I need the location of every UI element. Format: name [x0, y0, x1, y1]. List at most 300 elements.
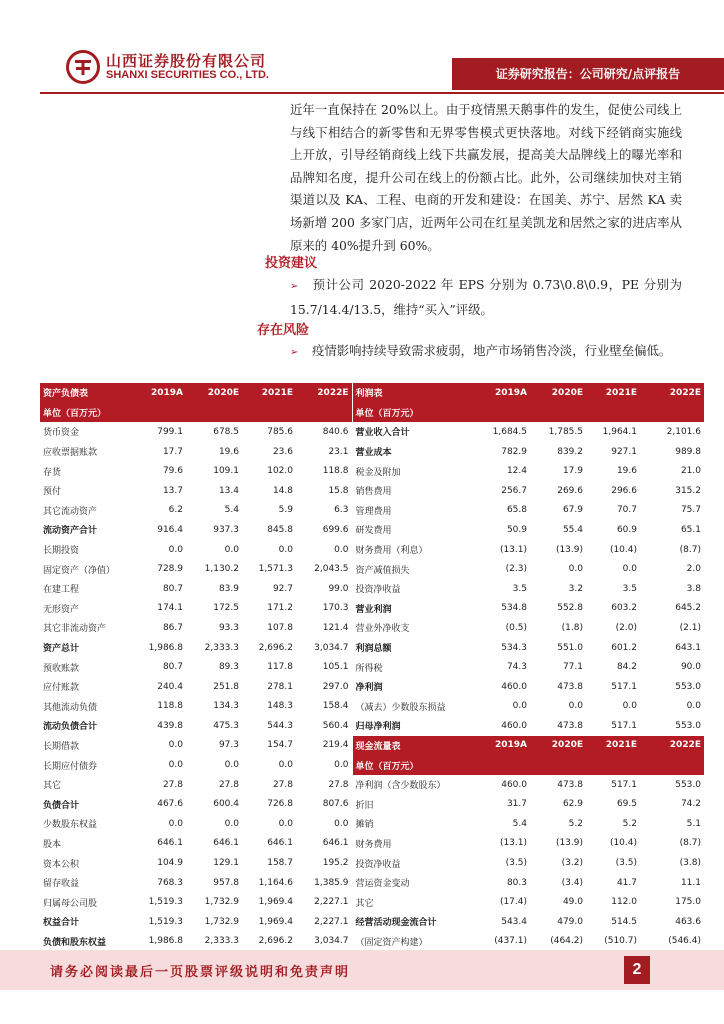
table-cell: 6.3 [334, 505, 349, 516]
table-cell: 219.4 [322, 740, 349, 751]
table-cell: 807.6 [322, 799, 349, 810]
table-row [40, 775, 704, 795]
row-label: 资产总计 [43, 644, 80, 655]
table-row [40, 853, 704, 873]
table-cell: 0.0 [334, 760, 349, 771]
table-row [40, 520, 704, 540]
table-cell: 55.4 [562, 524, 583, 535]
row-label: 其它非流动资产 [43, 624, 107, 635]
table-cell: 90.0 [680, 662, 701, 673]
table-cell: 603.2 [611, 603, 637, 614]
table-cell: 517.1 [611, 779, 637, 790]
table-row [40, 873, 704, 893]
table-cell: 699.6 [322, 524, 349, 535]
table-cell: 17.7 [162, 446, 183, 457]
table-cell: 0.0 [224, 818, 239, 829]
row-label: 财务费用 [352, 834, 470, 854]
table-cell: 534.8 [501, 603, 527, 614]
table-cell: 0.0 [168, 740, 183, 751]
table-cell: 475.3 [213, 720, 239, 731]
table-cell: 65.8 [506, 505, 527, 516]
table-row [40, 834, 704, 854]
table-cell: 0.0 [622, 564, 637, 575]
row-label: 负债合计 [43, 800, 80, 811]
table-cell: 11.1 [680, 877, 701, 888]
table-cell: (8.7) [679, 544, 701, 555]
table-cell: 315.2 [675, 485, 701, 496]
table-cell: 726.8 [267, 799, 293, 810]
row-label: 权益合计 [43, 918, 80, 929]
row-label: 资本公积 [43, 859, 80, 870]
year-header: 2022E [640, 383, 704, 403]
table-cell: 99.0 [328, 583, 349, 594]
table-cell: 121.4 [322, 622, 349, 633]
row-label: 利润总额 [352, 638, 470, 658]
table-cell: 646.1 [322, 838, 349, 849]
table-row [40, 912, 704, 932]
table-row [40, 559, 704, 579]
table-cell: 77.1 [562, 662, 583, 673]
year-header [586, 755, 640, 775]
table-cell: 0.0 [568, 564, 583, 575]
table-cell: 514.5 [611, 916, 637, 927]
table-cell: 13.4 [218, 485, 239, 496]
table-cell: 13.7 [162, 485, 183, 496]
table-cell: 80.3 [506, 877, 527, 888]
table-cell: 79.6 [162, 466, 183, 477]
year-header: 2022E [296, 383, 352, 403]
year-header [186, 403, 242, 423]
table-cell: 256.7 [501, 485, 527, 496]
year-header [140, 403, 186, 423]
table-row [40, 794, 704, 814]
table-cell: 86.7 [162, 622, 183, 633]
table-cell: 1,986.8 [148, 936, 183, 947]
row-label: 股本 [43, 839, 62, 850]
row-label: 少数股东权益 [43, 820, 98, 831]
table-cell: 728.9 [157, 564, 183, 575]
table-cell: 937.3 [213, 524, 239, 535]
table-cell: 158.7 [267, 858, 293, 869]
investment-heading: 投资建议 [265, 256, 318, 271]
table-cell: 957.8 [213, 877, 239, 888]
table-cell: (3.5) [505, 858, 527, 869]
table-cell: 6.2 [168, 505, 183, 516]
table-cell: 67.9 [562, 505, 583, 516]
row-label: 固定资产（净值） [43, 565, 116, 576]
row-label: 预收账款 [43, 663, 80, 674]
table-cell: 0.0 [568, 701, 583, 712]
row-label: 税金及附加 [352, 461, 470, 481]
table-cell: 839.2 [557, 446, 583, 457]
table-cell: 601.2 [611, 642, 637, 653]
risk-bullet-text: 疫情影响持续导致需求疲弱，地产市场销售冷淡，行业壁垒偏低。 [312, 343, 672, 358]
table-cell: 97.3 [218, 740, 239, 751]
table-cell: 553.0 [675, 720, 701, 731]
table-cell: 916.4 [157, 524, 183, 535]
table-cell: 5.2 [622, 818, 637, 829]
table-cell: 175.0 [675, 897, 701, 908]
table-cell: 118.8 [157, 701, 183, 712]
table-cell: 551.0 [557, 642, 583, 653]
year-header: 2019A [140, 383, 186, 403]
row-label: 营业外净收支 [352, 618, 470, 638]
bullet-arrow-icon: ➢ [290, 347, 299, 358]
table-cell: 0.0 [168, 544, 183, 555]
row-label: 营运资金变动 [352, 873, 470, 893]
row-label: 留存收益 [43, 879, 80, 890]
table-cell: (546.4) [668, 936, 701, 947]
table-cell: 50.9 [506, 524, 527, 535]
table-cell: 0.0 [224, 544, 239, 555]
year-header [242, 403, 296, 423]
table-row [40, 697, 704, 717]
table-cell: 80.7 [162, 662, 183, 673]
table-cell: 460.0 [501, 779, 527, 790]
table-cell: 117.8 [267, 662, 293, 673]
table-cell: 14.8 [272, 485, 293, 496]
table-cell: 460.0 [501, 681, 527, 692]
table-cell: 27.8 [162, 779, 183, 790]
table-cell: 0.0 [278, 760, 293, 771]
table-cell: 552.8 [557, 603, 583, 614]
year-header: 2019A [470, 736, 530, 756]
table-row [40, 579, 704, 599]
table-cell: 0.0 [334, 818, 349, 829]
table-cell: 31.7 [506, 799, 527, 810]
table-cell: 1,785.5 [548, 426, 583, 437]
table-cell: 467.6 [157, 799, 183, 810]
table-cell: 2,227.1 [314, 897, 349, 908]
table-row [40, 716, 704, 736]
table-cell: 80.7 [162, 583, 183, 594]
page-number: 2 [624, 956, 650, 984]
table-cell: 70.7 [616, 505, 637, 516]
table-header-label: 资产负债表 [40, 383, 140, 403]
table-cell: 0.0 [278, 544, 293, 555]
table-cell: 269.6 [557, 485, 583, 496]
row-label: 存货 [43, 467, 62, 478]
table-cell: (2.0) [615, 622, 637, 633]
table-cell: (8.7) [679, 838, 701, 849]
table-cell: 89.3 [218, 662, 239, 673]
table-cell: 1,969.4 [258, 897, 293, 908]
table-cell: 534.3 [501, 642, 527, 653]
table-cell: 75.7 [680, 505, 701, 516]
table-cell: 845.8 [267, 524, 293, 535]
year-header [640, 755, 704, 775]
table-cell: 927.1 [611, 446, 637, 457]
table-cell: 1,519.3 [148, 916, 183, 927]
table-cell: (10.4) [609, 544, 637, 555]
table-cell: 278.1 [267, 681, 293, 692]
table-cell: 62.9 [562, 799, 583, 810]
row-label: 研发费用 [352, 520, 470, 540]
year-header [530, 403, 586, 423]
table-cell: 23.6 [272, 446, 293, 457]
row-label: 归属母公司股 [43, 898, 98, 909]
table-header-label: 现金流量表 [352, 736, 470, 756]
table-cell: 463.6 [675, 916, 701, 927]
table-cell: 297.0 [322, 681, 349, 692]
row-label: 流动负债合计 [43, 722, 98, 733]
table-cell: 3,034.7 [314, 936, 349, 947]
row-label: 长期应付债券 [43, 761, 98, 772]
table-cell: 3.5 [512, 583, 527, 594]
table-cell: 782.9 [501, 446, 527, 457]
row-label: 财务费用（利息） [352, 540, 470, 560]
table-cell: 1,164.6 [258, 877, 293, 888]
financial-tables [40, 383, 704, 951]
header-divider [40, 92, 724, 94]
table-cell: 65.1 [680, 524, 701, 535]
table-cell: 92.7 [272, 583, 293, 594]
table-cell: 2,696.2 [258, 642, 293, 653]
table-cell: (13.1) [499, 838, 527, 849]
year-header: 2022E [640, 736, 704, 756]
table-cell: 49.0 [562, 897, 583, 908]
table-cell: 646.1 [267, 838, 293, 849]
table-cell: 17.9 [562, 466, 583, 477]
table-cell: 83.9 [218, 583, 239, 594]
table-cell: 23.1 [328, 446, 349, 457]
table-cell: (2.3) [505, 564, 527, 575]
row-label: 其他流动负债 [43, 702, 98, 713]
table-cell: 105.1 [322, 662, 349, 673]
footer-disclaimer: 请务必阅读最后一页股票评级说明和免责声明 [50, 965, 351, 980]
table-cell: 0.0 [278, 818, 293, 829]
table-cell: (13.1) [499, 544, 527, 555]
table-cell: 1,519.3 [148, 897, 183, 908]
table-cell: 989.8 [675, 446, 701, 457]
row-label: 销售费用 [352, 481, 470, 501]
table-row [40, 383, 704, 403]
row-label: 长期借款 [43, 741, 80, 752]
table-cell: 74.3 [506, 662, 527, 673]
table-cell: 0.0 [622, 701, 637, 712]
table-cell: 0.0 [512, 701, 527, 712]
table-cell: 0.0 [224, 760, 239, 771]
year-header: 2020E [530, 736, 586, 756]
table-cell: 1,385.9 [314, 877, 349, 888]
table-row [40, 461, 704, 481]
year-header: 2020E [530, 383, 586, 403]
table-cell: 517.1 [611, 720, 637, 731]
table-header-label: 单位（百万元） [352, 755, 470, 775]
table-cell: 93.3 [218, 622, 239, 633]
company-name-cn: 山西证券股份有限公司 [106, 52, 267, 70]
year-header [586, 403, 640, 423]
table-cell: 3.8 [686, 583, 701, 594]
table-row [40, 501, 704, 521]
table-row [40, 403, 704, 423]
table-cell: 2.0 [686, 564, 701, 575]
table-cell: 27.8 [272, 779, 293, 790]
table-cell: 154.7 [267, 740, 293, 751]
table-cell: 2,043.5 [314, 564, 349, 575]
row-label: 其它 [43, 781, 62, 792]
row-label: 其它 [352, 892, 470, 912]
table-cell: 0.0 [168, 760, 183, 771]
table-cell: 158.4 [322, 701, 349, 712]
table-cell: 768.3 [157, 877, 183, 888]
table-cell: 643.1 [675, 642, 701, 653]
row-label: 其它流动资产 [43, 506, 98, 517]
table-cell: 1,732.9 [204, 897, 239, 908]
risk-heading: 存在风险 [257, 323, 310, 338]
year-header: 2019A [470, 383, 530, 403]
table-row [40, 481, 704, 501]
row-label: 应付账款 [43, 683, 80, 694]
table-cell: 5.4 [512, 818, 527, 829]
table-row [40, 932, 704, 952]
table-cell: 129.1 [213, 858, 239, 869]
table-cell: 785.6 [267, 426, 293, 437]
table-cell: 195.2 [322, 858, 349, 869]
report-type-banner: 证券研究报告：公司研究/点评报告 [452, 58, 724, 90]
table-cell: 1,986.8 [148, 642, 183, 653]
table-row [40, 677, 704, 697]
table-cell: 69.5 [616, 799, 637, 810]
row-label: 净利润 [352, 677, 470, 697]
table-cell: 251.8 [213, 681, 239, 692]
table-cell: 646.1 [213, 838, 239, 849]
row-label: 营业成本 [352, 442, 470, 462]
year-header [470, 403, 530, 423]
company-logo-icon [66, 50, 100, 84]
table-row [40, 892, 704, 912]
row-label: （减去）少数股东损益 [352, 697, 470, 717]
table-cell: 479.0 [557, 916, 583, 927]
row-label: 在建工程 [43, 585, 80, 596]
table-cell: 3,034.7 [314, 642, 349, 653]
table-cell: 296.6 [611, 485, 637, 496]
table-cell: (464.2) [550, 936, 583, 947]
table-cell: 553.0 [675, 779, 701, 790]
row-label: 投资净收益 [352, 853, 470, 873]
year-header: 2021E [242, 383, 296, 403]
table-cell: 112.0 [611, 897, 637, 908]
table-cell: 473.8 [557, 720, 583, 731]
table-row [40, 814, 704, 834]
table-cell: 12.4 [506, 466, 527, 477]
table-cell: 439.8 [157, 720, 183, 731]
table-cell: (17.4) [499, 897, 527, 908]
table-cell: 553.0 [675, 681, 701, 692]
table-cell: 560.4 [322, 720, 349, 731]
table-cell: 15.8 [328, 485, 349, 496]
table-cell: (10.4) [609, 838, 637, 849]
row-label: 负债和股东权益 [43, 937, 107, 948]
table-cell: (3.8) [679, 858, 701, 869]
table-cell: 170.3 [322, 603, 349, 614]
table-cell: 5.4 [224, 505, 239, 516]
table-cell: 1,969.4 [258, 916, 293, 927]
table-row [40, 657, 704, 677]
table-cell: 2,333.3 [204, 642, 239, 653]
row-label: 投资净收益 [352, 579, 470, 599]
table-cell: 107.8 [267, 622, 293, 633]
row-label: 净利润（含少数股东） [352, 775, 470, 795]
table-cell: (3.4) [561, 877, 583, 888]
table-cell: 118.8 [322, 466, 349, 477]
table-cell: 0.0 [334, 544, 349, 555]
table-cell: 543.4 [501, 916, 527, 927]
table-cell: 460.0 [501, 720, 527, 731]
table-cell: (3.5) [615, 858, 637, 869]
row-label: 无形资产 [43, 604, 80, 615]
row-label: 货币资金 [43, 428, 80, 439]
year-header [640, 403, 704, 423]
table-cell: 2,101.6 [666, 426, 701, 437]
table-cell: 60.9 [616, 524, 637, 535]
table-cell: (2.1) [679, 622, 701, 633]
row-label: 归母净利润 [352, 716, 470, 736]
table-cell: (13.9) [555, 544, 583, 555]
body-paragraph: 近年一直保持在 20%以上。由于疫情黑天鹅事件的发生，促使公司线上与线下相结合的新零售和无界零售模式更快落地。对线下经销商实施线上开放，引导经销商线上线下共赢发展，提高美大品牌线上的曝光率和品牌知名度，提升公司在线上的份额占比。此外，公司继续加快对主销渠道以及 KA、工程、电商的开发和建设：在国美、苏宁、居然 KA 卖场新增 200 多家门店，近两年公司在红星美凯龙和居然之家的进店率从原来的 40%提升到 60%。 [290, 102, 682, 253]
year-header [296, 403, 352, 423]
table-cell: (3.2) [561, 858, 583, 869]
table-cell: 174.1 [157, 603, 183, 614]
row-label: 经营活动现金流合计 [352, 912, 470, 932]
table-cell: 5.2 [568, 818, 583, 829]
table-cell: 600.4 [213, 799, 239, 810]
table-row [40, 599, 704, 619]
table-cell: (13.9) [555, 838, 583, 849]
table-cell: 544.3 [267, 720, 293, 731]
company-name-en: SHANXI SECURITIES CO., LTD. [106, 69, 269, 81]
table-header-label: 利润表 [352, 383, 470, 403]
row-label: 长期投资 [43, 546, 80, 557]
investment-bullet [290, 274, 682, 321]
table-cell: 473.8 [557, 779, 583, 790]
year-header: 2020E [186, 383, 242, 403]
table-cell: 27.8 [328, 779, 349, 790]
table-cell: (510.7) [604, 936, 637, 947]
year-header [470, 755, 530, 775]
table-cell: 171.2 [267, 603, 293, 614]
table-cell: 0.0 [168, 818, 183, 829]
table-cell: 21.0 [680, 466, 701, 477]
risk-bullet [290, 340, 682, 365]
table-cell: 840.6 [322, 426, 349, 437]
table-cell: 3.2 [568, 583, 583, 594]
row-label: 管理费用 [352, 501, 470, 521]
table-cell: 1,732.9 [204, 916, 239, 927]
table-row [40, 422, 704, 442]
table-cell: (1.8) [561, 622, 583, 633]
row-label: 营业利润 [352, 599, 470, 619]
table-cell: 3.5 [622, 583, 637, 594]
table-row [40, 736, 704, 756]
table-cell: 2,696.2 [258, 936, 293, 947]
table-cell: 19.6 [616, 466, 637, 477]
row-label: 应收票据账款 [43, 448, 98, 459]
table-cell: 1,571.3 [258, 564, 293, 575]
table-cell: 41.7 [616, 877, 637, 888]
table-cell: 104.9 [157, 858, 183, 869]
table-cell: 645.2 [675, 603, 701, 614]
table-cell: (437.1) [494, 936, 527, 947]
table-cell: 5.9 [278, 505, 293, 516]
table-cell: 172.5 [213, 603, 239, 614]
table-cell: 1,964.1 [602, 426, 637, 437]
table-cell: 84.2 [616, 662, 637, 673]
table-cell: 473.8 [557, 681, 583, 692]
table-cell: 240.4 [157, 681, 183, 692]
investment-bullet-text: 预计公司 2020-2022 年 EPS 分别为 0.73\0.8\0.9，PE 分别为 15.7/14.4/13.5，维持“买入”评级。 [290, 277, 682, 317]
table-cell: 0.0 [686, 701, 701, 712]
